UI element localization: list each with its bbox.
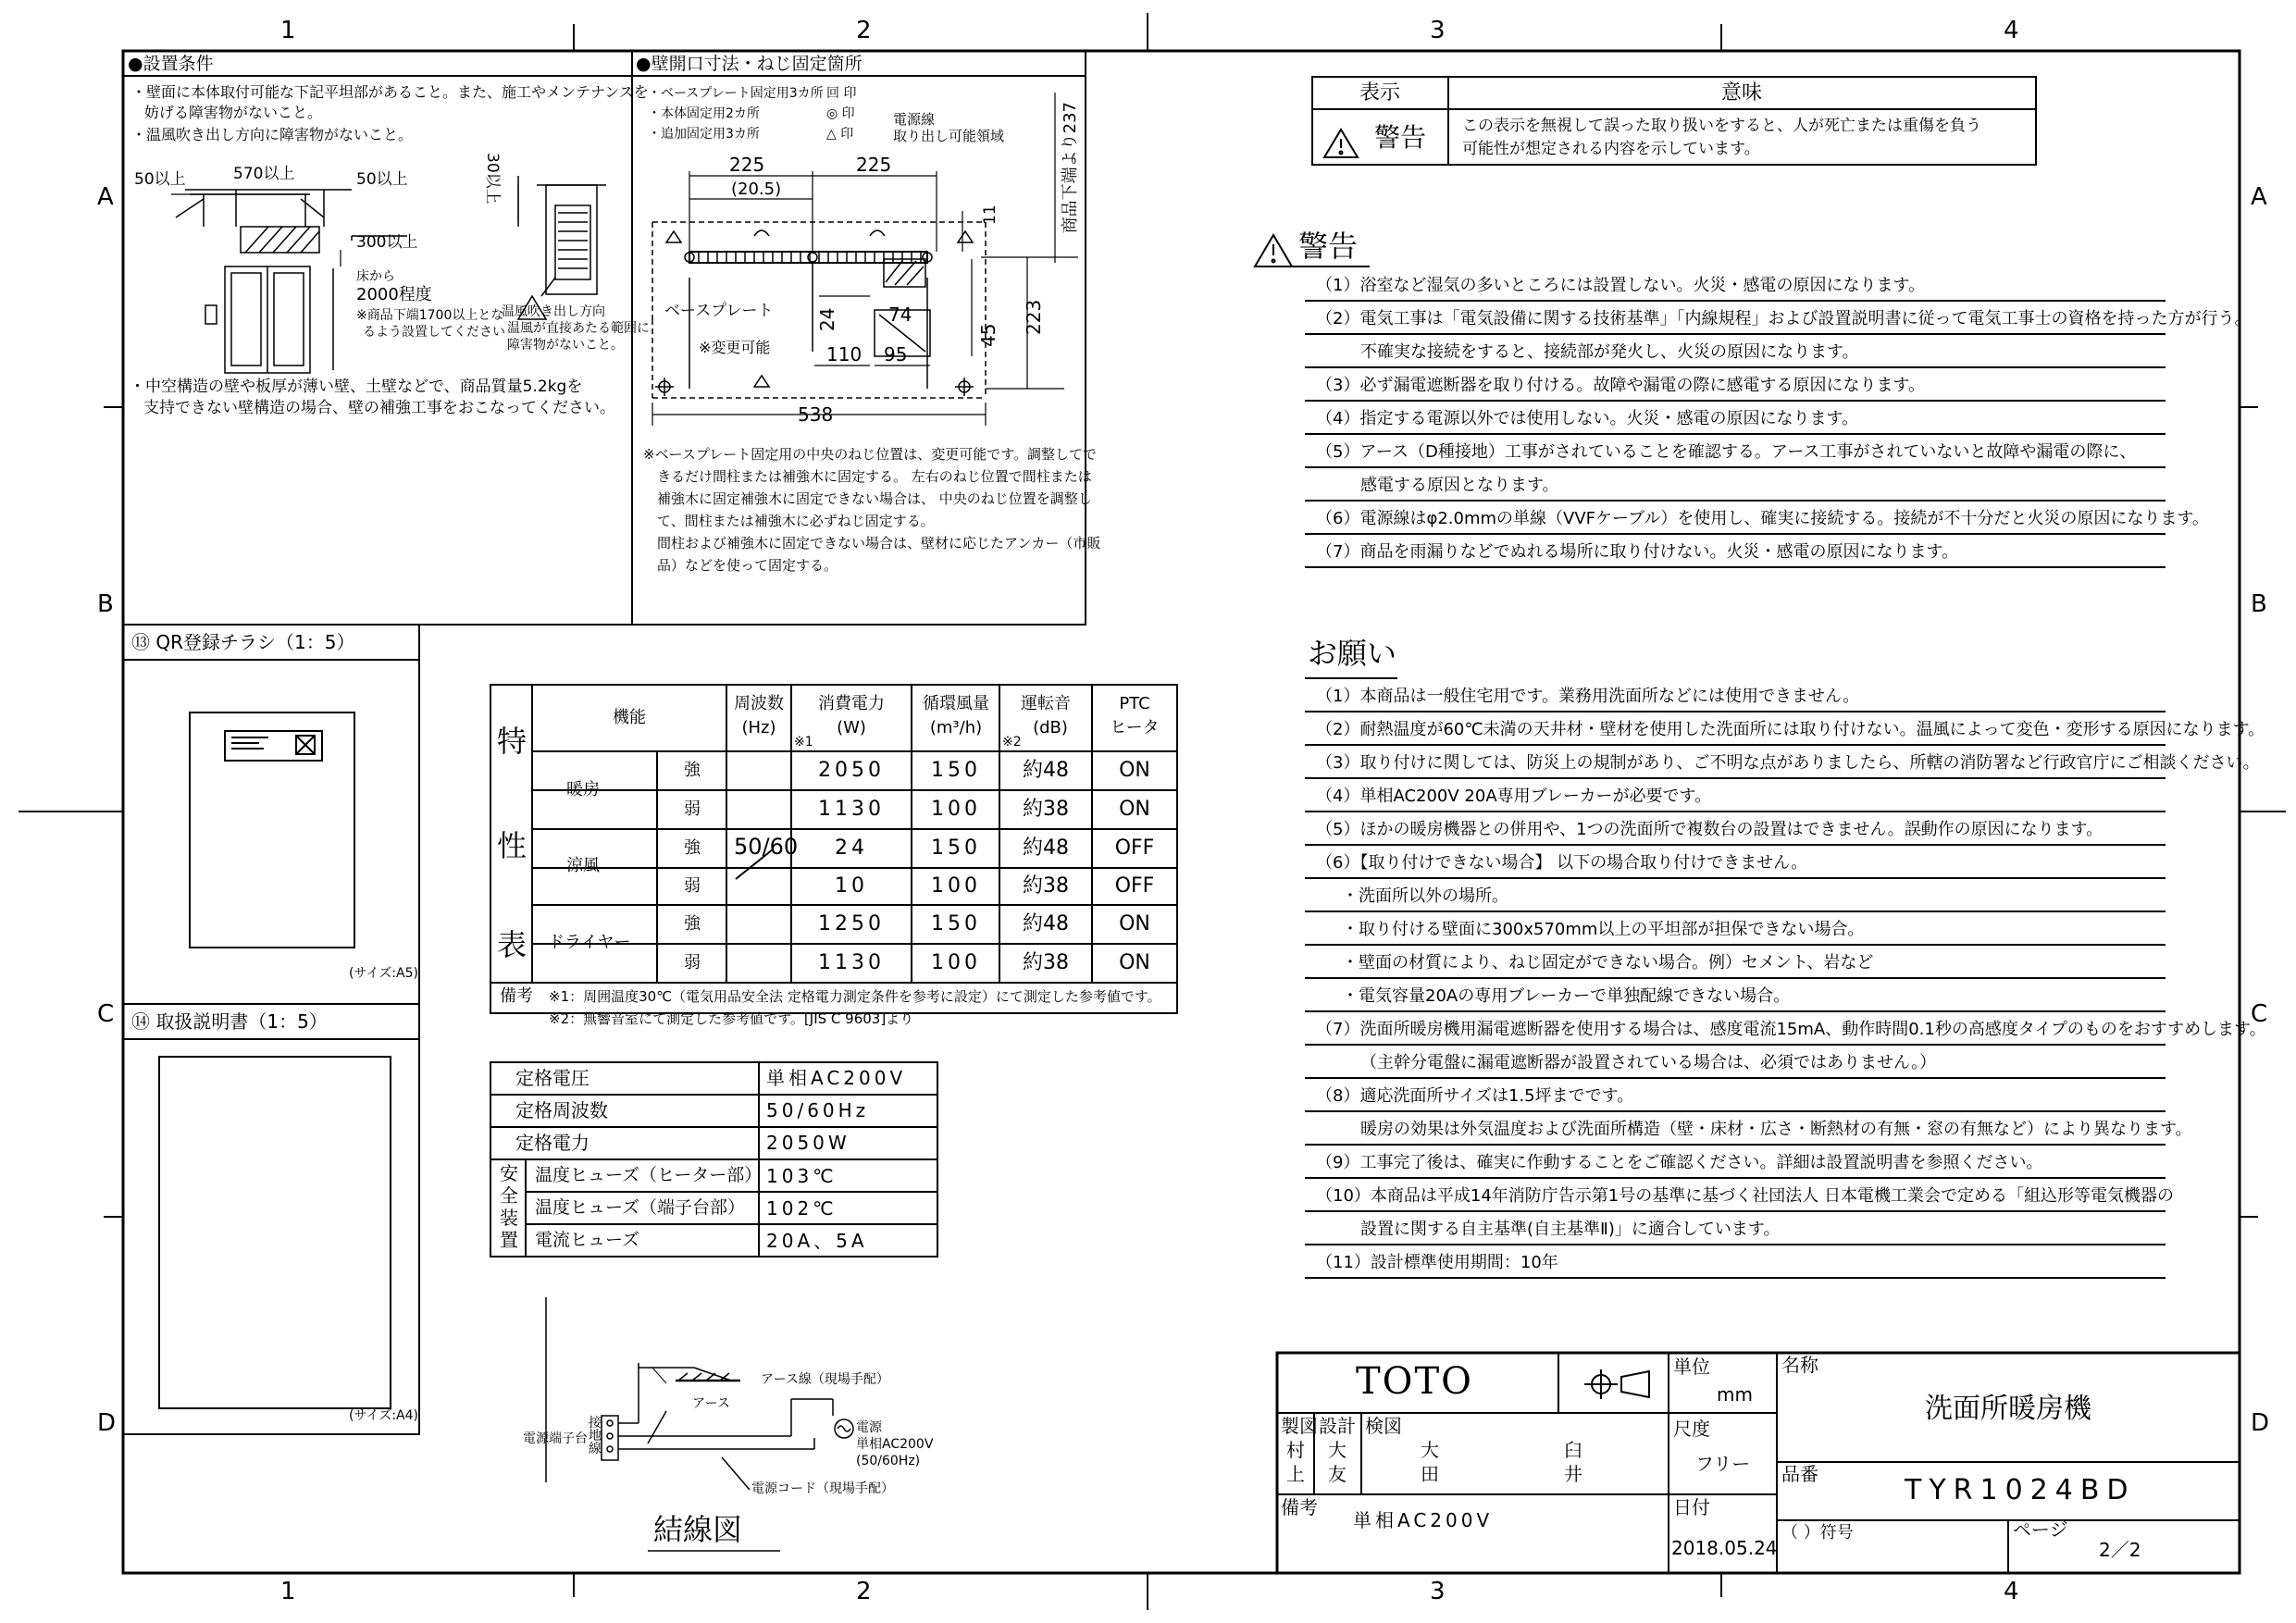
spec-cell-ptc: ON xyxy=(1119,951,1150,974)
meaning-warning: 警告 xyxy=(1374,122,1427,153)
tb-code: （ ）符号 xyxy=(1781,1523,1854,1542)
tb-unit-label: 単位 xyxy=(1673,1356,1710,1378)
tb-check-name2: 田 xyxy=(1421,1463,1439,1485)
list-item: （4）指定する電源以外では使用しない。火災・感電の原因になります。 xyxy=(1305,402,2166,435)
manual-box xyxy=(123,1004,419,1434)
tb-date: 2018.05.24 xyxy=(1671,1537,1778,1559)
list-item: （2）耐熱温度が60℃未満の天井材・壁材を使用した洗面所には取り付けない。温風によって変色・変形する原因になります。 xyxy=(1305,712,2166,746)
wall-legend3: ・追加固定用3カ所 xyxy=(648,127,760,142)
wall-dim-110: 110 xyxy=(826,343,863,365)
wall-base-plate: ベースプレート xyxy=(664,302,774,320)
list-item: 設置に関する自主基準(自主基準Ⅱ)」に適合しています。 xyxy=(1305,1212,2166,1245)
tb-check-name4: 井 xyxy=(1564,1463,1582,1485)
wall-note-2: 補強木に固定補強木に固定できない場合は、 中央のねじ位置を調整し xyxy=(657,490,1092,507)
tb-remark-label: 備考 xyxy=(1281,1496,1318,1518)
wall-legend1: ・ベースプレート固定用3カ所 xyxy=(648,86,824,101)
list-item: （1）本商品は一般住宅用です。業務用洗面所などには使用できません。 xyxy=(1305,679,2166,712)
list-item: （10）本商品は平成14年消防庁告示第1号の基準に基づく社団法人 日本電機工業会で定める「組込形等電気機器の xyxy=(1305,1179,2166,1212)
meaning-h1: 表示 xyxy=(1359,81,1401,105)
spec-h-power: 消費電力 xyxy=(818,694,885,713)
wall-legend3-symbol: △ 印 xyxy=(826,127,854,142)
spec-cell-sound: 約38 xyxy=(1023,798,1069,821)
list-item: （7）洗面所暖房機用漏電遮断器を使用する場合は、感度電流15mA、動作時間0.1秒の高感度タイプのものをおすすめします。 xyxy=(1305,1012,2166,1046)
install-note1: ※商品下端1700以上とな xyxy=(356,308,504,323)
wall-note-1: きるだけ間柱または補強木に固定する。 左右のねじ位置で間柱または xyxy=(657,468,1092,485)
wall-legend2: ・本体固定用2カ所 xyxy=(648,106,760,121)
spec-cell-sound: 約48 xyxy=(1023,912,1069,935)
install-dim-30: 30以上 xyxy=(483,153,502,204)
spec-side-2: 性 xyxy=(497,828,527,863)
list-item: 暖房の効果は外気温度および洗面所構造（壁・床材・広さ・断熱材の有無・窓の有無など）により異なります。 xyxy=(1305,1112,2166,1146)
spec-cell-level: 強 xyxy=(684,761,701,780)
row-label-a-right: A xyxy=(2251,183,2267,211)
wall-dim-205: (20.5) xyxy=(731,180,782,199)
rating-label-power: 定格電力 xyxy=(515,1132,590,1154)
wall-dim-538: 538 xyxy=(798,403,834,426)
spec-mode-heat: 暖房 xyxy=(566,780,600,799)
wiring-earth-wire: アース線（現場手配） xyxy=(761,1372,889,1387)
wall-dim-225b: 225 xyxy=(856,154,892,176)
wall-legend2-symbol: ◎ 印 xyxy=(826,106,855,121)
spec-cell-flow: 100 xyxy=(931,874,981,898)
list-item: （4）単相AC200V 20A専用ブレーカーが必要です。 xyxy=(1305,779,2166,812)
wall-cable2: 取り出し可能領域 xyxy=(893,128,1005,144)
install-dim-50-left: 50以上 xyxy=(134,170,186,189)
meaning-text1: この表示を無視して誤った取り扱いをすると、人が死亡または重傷を負う xyxy=(1462,117,1981,135)
meaning-h2: 意味 xyxy=(1720,81,1763,105)
tb-page: 2／2 xyxy=(2099,1539,2141,1561)
wiring-earth: アース xyxy=(692,1396,730,1411)
install-text4: ・中空構造の壁や板厚が薄い壁、土壁などで、商品質量5.2kgを xyxy=(130,378,583,396)
spec-cell-level: 弱 xyxy=(684,953,701,973)
spec-note2: ※2：無響音室にて測定した参考値です。[JIS C 9603]より xyxy=(549,1010,914,1027)
spec-cell-sound: 約48 xyxy=(1023,759,1069,782)
install-text2: 妨げる障害物がないこと。 xyxy=(144,104,323,121)
list-item: （8）適応洗面所サイズは1.5坪までです。 xyxy=(1305,1079,2166,1112)
list-item: 不確実な接続をすると、接続部が発火し、火災の原因になります。 xyxy=(1305,335,2166,368)
row-label-b-right: B xyxy=(2251,590,2267,618)
tb-name-label: 名称 xyxy=(1781,1354,1818,1376)
col-label-2: 2 xyxy=(856,17,872,44)
list-item: （1）浴室など湿気の多いところには設置しない。火災・感電の原因になります。 xyxy=(1305,268,2166,302)
tb-design-name1: 大 xyxy=(1328,1439,1347,1461)
spec-cell-ptc: ON xyxy=(1119,759,1150,782)
tb-check-name1: 大 xyxy=(1421,1439,1439,1461)
install-dim-570: 570以上 xyxy=(233,165,295,183)
wiring-title: 結線図 xyxy=(653,1512,743,1547)
install-text3: ・温風吹き出し方向に障害物がないこと。 xyxy=(131,126,414,143)
tb-unit: mm xyxy=(1717,1383,1753,1406)
safety-value-3: 20A、5A xyxy=(766,1230,868,1252)
wiring-term-2: 地 xyxy=(589,1429,602,1443)
list-item: （9）工事完了後は、確実に作動することをご確認ください。詳細は設置説明書を参照ください。 xyxy=(1305,1146,2166,1179)
install-text1: ・壁面に本体取付可能な下記平坦部があること。また、施工やメンテナンスを xyxy=(131,83,649,101)
wall-note-4: 間柱および補強木に固定できない場合は、壁材に応じたアンカー（市販 xyxy=(657,535,1101,551)
row-label-a: A xyxy=(97,183,114,211)
spec-cell-power: 2050 xyxy=(818,759,885,782)
wall-dim-74: 74 xyxy=(888,304,912,326)
spec-side-1: 特 xyxy=(497,724,527,759)
toto-logo: TOTO xyxy=(1356,1360,1473,1403)
safety-char-4: 置 xyxy=(500,1229,518,1251)
wall-dim-95: 95 xyxy=(884,343,908,365)
install-floor1: 床から xyxy=(356,269,395,284)
tb-remark: 単相AC200V xyxy=(1353,1509,1494,1531)
col-label-3-bottom: 3 xyxy=(1430,1578,1446,1605)
manual-title: ⑭ 取扱説明書（1：5） xyxy=(131,1010,328,1033)
install-dims xyxy=(171,185,518,266)
tb-date-label: 日付 xyxy=(1673,1496,1710,1518)
rating-value-frequency: 50/60Hz xyxy=(766,1099,870,1121)
wall-title: ●壁開口寸法・ねじ固定箇所 xyxy=(636,54,863,74)
list-item: （6）【取り付けできない場合】 以下の場合取り付けできません。 xyxy=(1305,846,2166,879)
spec-cell-sound: 約38 xyxy=(1023,874,1069,898)
col-label-3: 3 xyxy=(1430,17,1446,44)
spec-h-heater: ヒータ xyxy=(1110,718,1160,737)
row-label-d: D xyxy=(97,1409,117,1437)
install-air3: 障害物がないこと。 xyxy=(507,338,624,353)
safety-char-3: 装 xyxy=(500,1207,518,1229)
wiring-terminal: 電源端子台 xyxy=(523,1431,588,1446)
install-text5: 支持できない壁構造の場合、壁の補強工事をおこなってください。 xyxy=(143,399,615,417)
spec-cell-sound: 約38 xyxy=(1023,951,1069,974)
safety-label-2: 温度ヒューズ（端子台部） xyxy=(535,1197,746,1218)
wiring-power2: 単相AC200V xyxy=(856,1437,934,1452)
spec-cell-power: 10 xyxy=(835,874,868,898)
safety-value-2: 102℃ xyxy=(766,1197,838,1220)
col-label-1-bottom: 1 xyxy=(280,1578,296,1605)
warnings-title: 警告 xyxy=(1298,229,1359,264)
tb-scale: フリー xyxy=(1695,1453,1751,1475)
safety-char-2: 全 xyxy=(500,1184,518,1207)
safety-label-3: 電流ヒューズ xyxy=(535,1230,640,1250)
wall-note-5: 品）などを使って固定する。 xyxy=(657,557,838,574)
spec-cell-sound: 約48 xyxy=(1023,836,1069,860)
meaning-text2: 可能性が想定される内容を示しています。 xyxy=(1462,140,1760,158)
wiring-term-3: 線 xyxy=(589,1442,602,1456)
spec-cell-level: 強 xyxy=(684,914,701,934)
tb-made-name1: 村 xyxy=(1286,1439,1305,1461)
spec-cell-level: 弱 xyxy=(684,799,701,819)
list-item: （2）電気工事は「電気設備に関する技術基準」「内線規程」および設置説明書に従って電気工事士の資格を持った方が行う。 xyxy=(1305,302,2166,335)
rating-value-voltage: 単相AC200V xyxy=(766,1067,907,1089)
spec-mode-dryer: ドライヤー xyxy=(548,933,631,952)
tb-made: 製図 xyxy=(1281,1415,1318,1437)
spec-cell-flow: 150 xyxy=(931,912,981,935)
requests-title: お願い xyxy=(1308,636,1397,671)
list-item: 感電する原因となります。 xyxy=(1305,468,2166,502)
spec-h-flow-unit: (m³/h) xyxy=(929,718,983,737)
col-label-4: 4 xyxy=(2004,17,2019,44)
wall-note-0: ※ベースプレート固定用の中央のねじ位置は、変更可能です。調整してで xyxy=(643,446,1098,463)
spec-cell-flow: 150 xyxy=(931,759,981,782)
tb-check-name3: 臼 xyxy=(1564,1439,1582,1461)
spec-h-power-unit: (W) xyxy=(837,718,866,737)
spec-cell-ptc: ON xyxy=(1119,798,1150,821)
row-label-c: C xyxy=(97,1000,115,1028)
list-item: ・電気容量20Aの専用ブレーカーで単独配線できない場合。 xyxy=(1305,979,2166,1012)
spec-cell-flow: 100 xyxy=(931,798,981,821)
spec-cell-ptc: ON xyxy=(1119,912,1150,935)
rating-label-voltage: 定格電圧 xyxy=(515,1067,590,1089)
rating-value-power: 2050W xyxy=(766,1132,850,1154)
col-label-2-bottom: 2 xyxy=(856,1578,872,1605)
manual-size: (サイズ:A4) xyxy=(349,1408,419,1423)
wiring-cord: 電源コード（現場手配） xyxy=(751,1481,894,1496)
manual-book xyxy=(159,1057,391,1408)
tb-design: 設計 xyxy=(1319,1415,1356,1437)
list-item: ・取り付ける壁面に300x570mm以上の平坦部が担保できない場合。 xyxy=(1305,912,2166,946)
qr-title: ⑬ QR登録チラシ（1：5） xyxy=(131,631,355,653)
tb-design-name2: 友 xyxy=(1328,1463,1347,1485)
list-item: （主幹分電盤に漏電遮断器が設置されている場合は、必須ではありません。） xyxy=(1305,1046,2166,1079)
spec-cell-ptc: OFF xyxy=(1114,836,1155,860)
wall-dim-225a: 225 xyxy=(729,154,765,176)
wall-dim-45: 45 xyxy=(977,323,999,347)
qr-flyer xyxy=(190,712,354,948)
spec-note-label: 備考 xyxy=(500,986,533,1006)
rating-label-frequency: 定格周波数 xyxy=(515,1099,608,1121)
spec-cell-power: 1250 xyxy=(818,912,885,935)
rating-table-lines xyxy=(490,1062,937,1257)
spec-side-3: 表 xyxy=(497,927,527,962)
spec-cell-level: 強 xyxy=(684,838,701,858)
wall-note-3: て、間柱または補強木に必ずねじ固定する。 xyxy=(657,513,935,529)
spec-cell-flow: 150 xyxy=(931,836,981,860)
spec-h-fn2: ※2 xyxy=(1002,735,1022,750)
col-label-1: 1 xyxy=(280,17,296,44)
spec-h-sound: 運転音 xyxy=(1021,694,1071,713)
spec-h-flow: 循環風量 xyxy=(923,694,989,713)
tb-name: 洗面所暖房機 xyxy=(1925,1393,2091,1425)
list-item: （7）商品を雨漏りなどでぬれる場所に取り付けない。火災・感電の原因になります。 xyxy=(1305,535,2166,568)
wall-dim-237: 商品下端より237 xyxy=(1061,102,1080,234)
wall-dim-24: 24 xyxy=(816,307,838,331)
safety-label-1: 温度ヒューズ（ヒーター部） xyxy=(535,1165,763,1185)
row-label-d-right: D xyxy=(2251,1409,2270,1437)
col-label-4-bottom: 4 xyxy=(2004,1578,2019,1605)
list-item: （5）アース（D種接地）工事がされていることを確認する。アース工事がされていないと故障や漏電の際に、 xyxy=(1305,435,2166,468)
tb-scale-label: 尺度 xyxy=(1673,1418,1710,1440)
safety-value-1: 103℃ xyxy=(766,1165,838,1187)
list-item: （11）設計標準使用期間：10年 xyxy=(1305,1245,2166,1279)
list-item: ・洗面所以外の場所。 xyxy=(1305,879,2166,912)
install-note2: るよう設置してください xyxy=(363,325,505,340)
spec-cell-ptc: OFF xyxy=(1114,874,1155,898)
spec-cell-power: 24 xyxy=(835,836,868,860)
qr-size: (サイズ:A5) xyxy=(349,966,419,981)
spec-cell-level: 弱 xyxy=(684,876,701,896)
safety-char-1: 安 xyxy=(500,1162,518,1184)
wiring-term-1: 接 xyxy=(589,1416,602,1431)
tb-page-label: ページ xyxy=(2013,1518,2068,1541)
tb-part: TYR1024BD xyxy=(1905,1474,2136,1506)
spec-mode-cool: 涼風 xyxy=(566,856,600,875)
spec-cell-flow: 100 xyxy=(931,951,981,974)
list-item: （3）必ず漏電遮断器を取り付ける。故障や漏電の際に感電する原因になります。 xyxy=(1305,368,2166,402)
install-air2: 温風が直接あたる範囲に xyxy=(507,321,650,336)
install-title: ●設置条件 xyxy=(128,54,214,74)
wall-dim-223: 223 xyxy=(1023,299,1045,335)
spec-h-function: 機能 xyxy=(613,708,646,727)
tb-part-label: 品番 xyxy=(1781,1463,1818,1485)
wall-cable1: 電源線 xyxy=(893,111,936,128)
list-item: ・壁面の材質により、ねじ固定ができない場合。例）セメント、岩など xyxy=(1305,946,2166,979)
wall-legend1-symbol: 回 印 xyxy=(826,86,857,101)
spec-cell-power: 1130 xyxy=(818,951,885,974)
list-item: （3）取り付けに関しては、防災上の規制があり、ご不明な点がありましたら、所轄の消防署など行政官庁にご相談ください。 xyxy=(1305,746,2166,779)
install-dim-300: 300以上 xyxy=(356,233,418,252)
wall-dim-11: 11 xyxy=(981,204,999,225)
spec-cell-power: 1130 xyxy=(818,798,885,821)
spec-h-sound-unit: (dB) xyxy=(1033,718,1068,737)
install-dim-50-right: 50以上 xyxy=(356,170,408,189)
row-label-b: B xyxy=(97,590,114,618)
spec-freq-value: 50/60 xyxy=(734,834,799,860)
spec-h-freq-unit: (Hz) xyxy=(741,718,776,737)
install-air1: 温風吹き出し方向 xyxy=(502,304,605,319)
spec-note1: ※1：周囲温度30℃（電気用品安全法 定格電力測定条件を参考に設定）にて測定した参考値です。 xyxy=(549,988,1161,1005)
wall-change: ※変更可能 xyxy=(699,339,771,356)
list-item: （5）ほかの暖房機器との併用や、1つの洗面所で複数台の設置はできません。誤動作の原因になります。 xyxy=(1305,812,2166,846)
install-floor2: 2000程度 xyxy=(356,285,432,304)
tb-made-name2: 上 xyxy=(1286,1463,1305,1485)
wiring-power1: 電源 xyxy=(856,1420,882,1435)
list-item: （6）電源線はφ2.0mmの単線（VVFケーブル）を使用し、確実に接続する。接続が不十分だと火災の原因になります。 xyxy=(1305,502,2166,535)
spec-h-freq: 周波数 xyxy=(734,694,784,713)
spec-h-ptc: PTC xyxy=(1119,694,1150,713)
row-label-c-right: C xyxy=(2251,1000,2268,1028)
wiring-power3: (50/60Hz) xyxy=(856,1454,921,1468)
tb-check: 検図 xyxy=(1365,1415,1402,1437)
spec-h-fn1: ※1 xyxy=(794,735,813,750)
